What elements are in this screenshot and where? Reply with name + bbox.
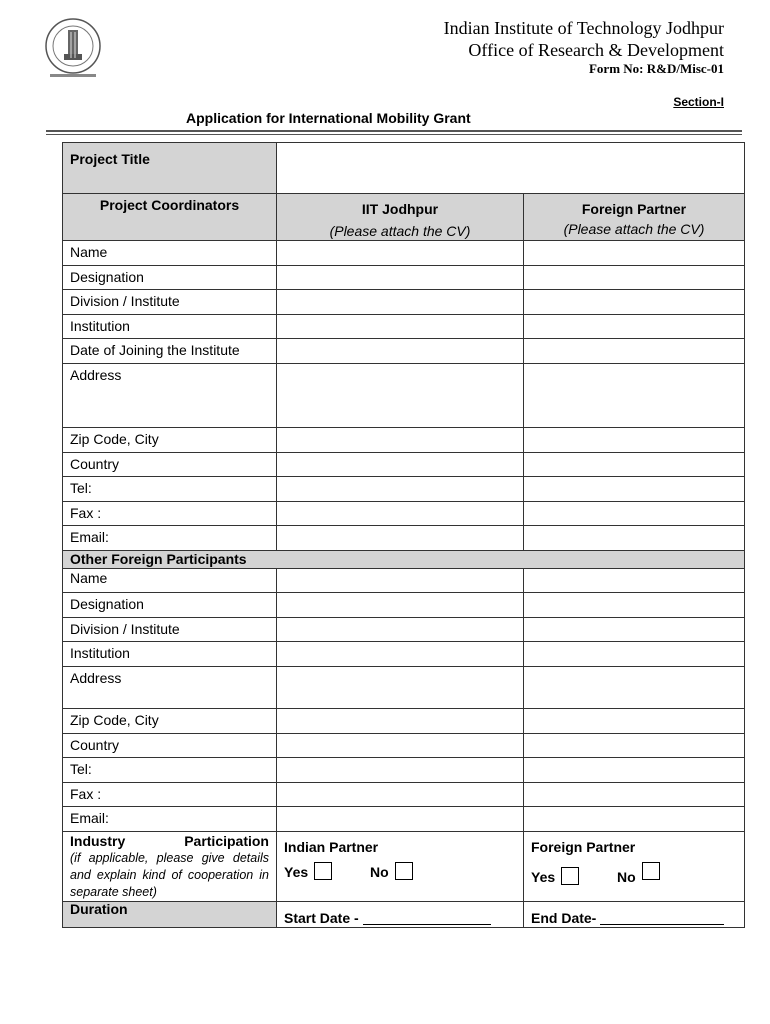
field-label: Country [63,453,277,477]
field-label: Name [63,241,277,266]
foreign-address-field[interactable] [524,364,745,428]
project-title-field[interactable] [277,143,745,194]
iit-country-field[interactable] [277,453,524,477]
table-row [63,667,745,709]
foreign-designation-field[interactable] [524,266,745,290]
participant-division-foreign-field[interactable] [524,618,745,642]
foreign-column-note: (Please attach the CV) [563,221,705,237]
iit-institution-field[interactable] [277,315,524,339]
foreign-fax-field[interactable] [524,502,745,526]
foreign-zip-city-field[interactable] [524,428,745,453]
duration-row [63,902,745,928]
field-label: Institution [63,315,277,339]
project-title-row [63,143,745,194]
start-date-label: Start Date - [284,910,359,926]
field-label: Address [63,667,277,709]
foreign-partner-label: Foreign Partner [531,839,636,855]
indian-partner-label: Indian Partner [284,839,379,855]
iit-tel-field[interactable] [277,477,524,502]
iit-zip-city-field[interactable] [277,428,524,453]
table-row [63,618,745,642]
end-date-cell [524,902,745,928]
participant-designation-iit-field[interactable] [277,593,524,618]
participant-fax-iit-field[interactable] [277,783,524,807]
field-label: Division / Institute [63,618,277,642]
table-row [63,783,745,807]
iit-column-header [277,194,524,241]
participant-zip-city-iit-field[interactable] [277,709,524,734]
participant-address-foreign-field[interactable] [524,667,745,709]
foreign-joining-date-field[interactable] [524,339,745,364]
foreign-no-checkbox[interactable] [642,862,660,880]
field-label: Email: [63,807,277,832]
table-row [63,807,745,832]
foreign-tel-field[interactable] [524,477,745,502]
table-row [63,569,745,593]
form-number: Form No: R&D/Misc-01 [588,61,724,76]
iit-column-title: IIT Jodhpur [361,201,439,217]
field-label: Zip Code, City [63,709,277,734]
field-label: Date of Joining the Institute [63,339,277,364]
divider [46,134,742,135]
form-title: Application for International Mobility Grant [186,110,471,126]
participant-name-iit-field[interactable] [277,569,524,593]
field-label: Fax : [63,502,277,526]
indian-no-label: No [370,864,389,880]
iit-name-field[interactable] [277,241,524,266]
application-form-table [62,142,745,928]
table-row [63,758,745,783]
table-row [63,290,745,315]
indian-no-checkbox[interactable] [395,862,413,880]
office-name: Office of Research & Development [468,40,724,60]
foreign-country-field[interactable] [524,453,745,477]
table-row [63,241,745,266]
indian-partner-cell [277,832,524,902]
iit-joining-date-field[interactable] [277,339,524,364]
institute-name: Indian Institute of Technology Jodhpur [443,18,724,38]
participant-tel-iit-field[interactable] [277,758,524,783]
field-label: Name [63,569,277,593]
indian-yes-checkbox[interactable] [314,862,332,880]
participant-designation-foreign-field[interactable] [524,593,745,618]
iit-division-field[interactable] [277,290,524,315]
participant-name-foreign-field[interactable] [524,569,745,593]
field-label: Institution [63,642,277,667]
foreign-column-title: Foreign Partner [581,201,687,217]
participant-tel-foreign-field[interactable] [524,758,745,783]
coordinators-label: Project Coordinators [63,194,277,241]
field-label: Tel: [63,477,277,502]
foreign-yes-label: Yes [531,869,556,885]
foreign-name-field[interactable] [524,241,745,266]
table-row [63,315,745,339]
foreign-partner-cell [524,832,745,902]
participant-division-iit-field[interactable] [277,618,524,642]
table-row [63,526,745,551]
field-label: Address [63,364,277,428]
field-label: Zip Code, City [63,428,277,453]
iit-fax-field[interactable] [277,502,524,526]
start-date-field[interactable] [363,910,491,925]
industry-participation-label: Industry Participation [70,833,269,849]
divider [46,130,742,132]
iit-address-field[interactable] [277,364,524,428]
table-row [63,477,745,502]
table-row [63,364,745,428]
table-row [63,502,745,526]
project-title-label: Project Title [63,143,277,194]
table-row [63,709,745,734]
participant-email-foreign-field[interactable] [524,807,745,832]
participant-country-foreign-field[interactable] [524,734,745,758]
field-label: Tel: [63,758,277,783]
table-row [63,642,745,667]
participant-address-iit-field[interactable] [277,667,524,709]
iit-column-note: (Please attach the CV) [329,223,471,239]
end-date-field[interactable] [600,910,724,925]
field-label: Email: [63,526,277,551]
foreign-yes-checkbox[interactable] [561,867,579,885]
foreign-division-field[interactable] [524,290,745,315]
foreign-email-field[interactable] [524,526,745,551]
table-row [63,339,745,364]
foreign-participants-header-row [63,551,745,569]
field-label: Division / Institute [63,290,277,315]
participant-institution-iit-field[interactable] [277,642,524,667]
field-label: Fax : [63,783,277,807]
industry-participation-cell [63,832,277,902]
iit-designation-field[interactable] [277,266,524,290]
foreign-institution-field[interactable] [524,315,745,339]
start-date-cell [277,902,524,928]
table-row [63,453,745,477]
foreign-column-header [524,194,745,241]
participant-fax-foreign-field[interactable] [524,783,745,807]
iit-email-field[interactable] [277,526,524,551]
table-row [63,266,745,290]
section-label: Section-I [673,95,724,109]
table-row [63,734,745,758]
table-row [63,428,745,453]
industry-participation-row [63,832,745,902]
foreign-no-label: No [617,869,636,885]
foreign-participants-label: Other Foreign Participants [63,551,745,569]
indian-yes-label: Yes [284,864,309,880]
field-label: Designation [63,593,277,618]
end-date-label: End Date- [531,910,597,926]
duration-label: Duration [63,902,277,928]
table-row [63,593,745,618]
coordinators-header-row [63,194,745,241]
participant-country-iit-field[interactable] [277,734,524,758]
field-label: Designation [63,266,277,290]
field-label: Country [63,734,277,758]
industry-participation-note: (if applicable, please give details and explain kind of cooperation in separate sheet) [70,851,269,899]
participant-email-iit-field[interactable] [277,807,524,832]
iit-jodhpur-logo-icon [38,16,108,80]
participant-institution-foreign-field[interactable] [524,642,745,667]
participant-zip-city-foreign-field[interactable] [524,709,745,734]
